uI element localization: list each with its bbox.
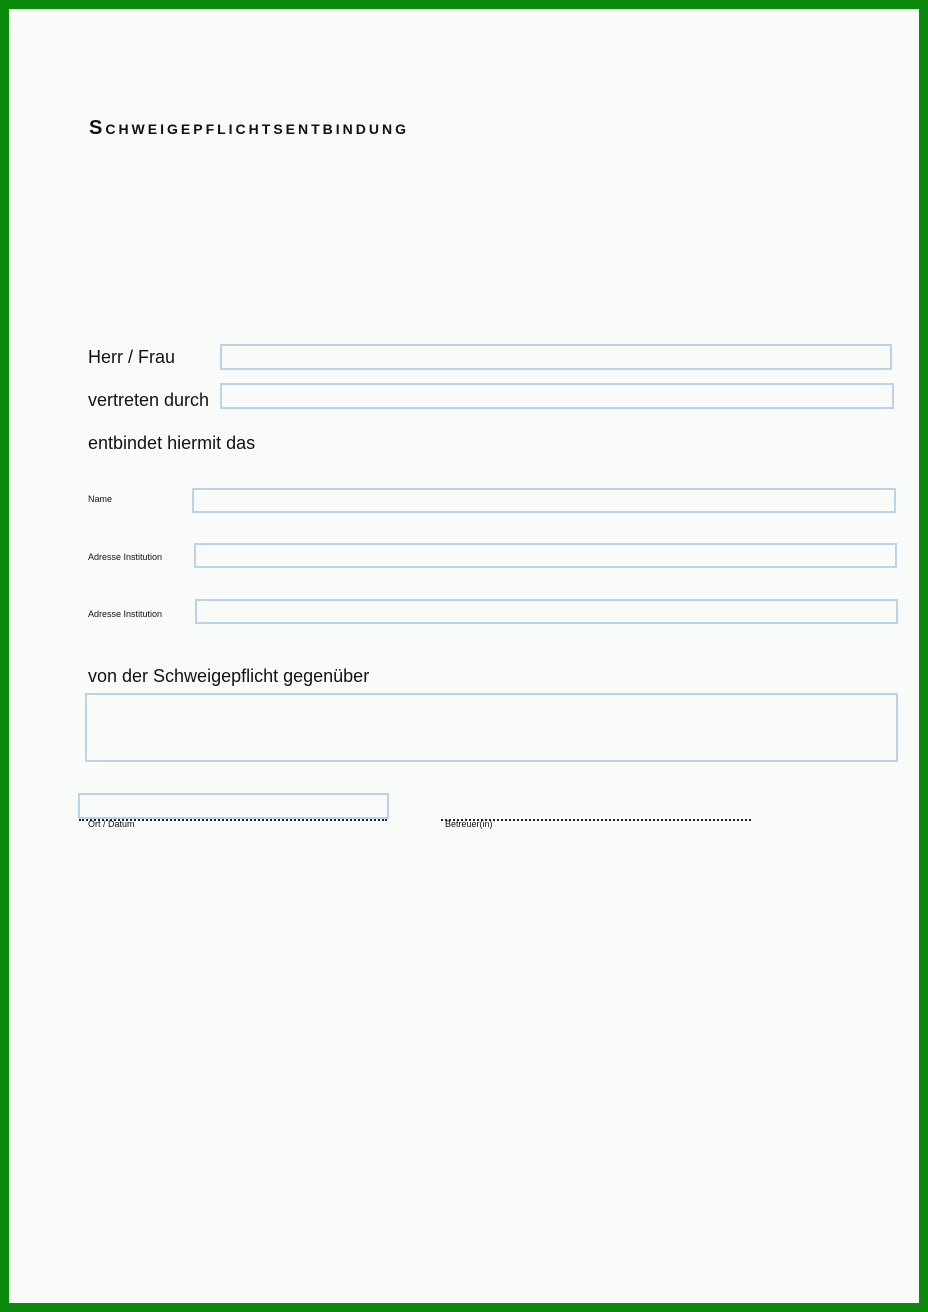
adresse-institution-label-1: Adresse Institution	[88, 552, 163, 562]
entbindet-text: entbindet hiermit das	[88, 433, 256, 453]
form-page	[9, 9, 919, 1303]
gegenueber-label: von der Schweigepflicht gegenüber	[88, 666, 370, 686]
name-label: Name	[88, 494, 113, 504]
gegenueber-textarea[interactable]	[85, 693, 898, 762]
herr-frau-label: Herr / Frau	[88, 347, 176, 367]
adresse-institution-input-1[interactable]	[194, 543, 897, 568]
betreuer-label: Betreuer(in)	[445, 819, 493, 829]
page-title: Schweigepflichtsentbindung	[89, 117, 410, 139]
ort-datum-input[interactable]	[78, 793, 389, 819]
ort-datum-label: Ort / Datum	[88, 819, 135, 829]
herr-frau-input[interactable]	[220, 344, 892, 370]
name-input[interactable]	[192, 488, 896, 513]
adresse-institution-input-2[interactable]	[195, 599, 898, 624]
vertreten-durch-input[interactable]	[220, 383, 894, 409]
vertreten-durch-label: vertreten durch	[88, 390, 210, 410]
adresse-institution-label-2: Adresse Institution	[88, 609, 163, 619]
